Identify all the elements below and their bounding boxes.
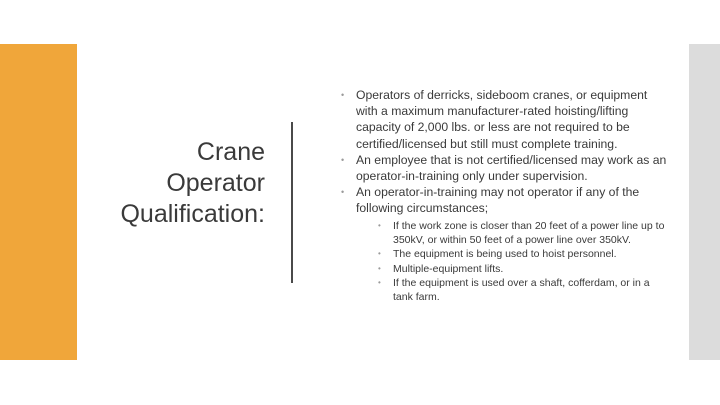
vertical-divider: [291, 122, 293, 283]
title-line: Crane: [196, 138, 265, 166]
sub-bullet-text: If the equipment is used over a shaft, cofferdam, or in a tank farm.: [393, 276, 650, 304]
title-line: Qualification:: [120, 200, 265, 228]
bullet-item: [341, 87, 671, 152]
sub-bullet-item: [378, 262, 671, 276]
sub-bullet-text: If the work zone is closer than 20 feet of a power line up to 350kV, or within 50 feet of a power line over 350kV.: [393, 219, 665, 246]
sub-bullet-text: Multiple-equipment lifts.: [393, 262, 504, 275]
sub-bullet-item: [378, 219, 671, 248]
bullet-icon: •: [378, 277, 381, 287]
title-line: Operator: [166, 169, 265, 197]
bullet-icon: •: [378, 263, 381, 273]
sub-bullet-item: [378, 276, 671, 305]
bullet-content: [341, 87, 671, 304]
bullet-item: [341, 184, 671, 304]
bullet-text: An operator-in-training may not operator if any of the following circumstances;: [356, 185, 640, 216]
bullet-list: [341, 87, 671, 304]
side-strip: [689, 44, 720, 360]
sub-bullet-list: [378, 219, 671, 305]
sub-bullet-text: The equipment is being used to hoist personnel.: [393, 248, 617, 261]
bullet-text: An employee that is not certified/licensed may work as an operator-in-training only under supervision.: [356, 152, 667, 184]
bullet-icon: •: [378, 220, 381, 230]
bullet-icon: •: [378, 249, 381, 259]
slide-title: [45, 137, 265, 230]
bullet-icon: •: [341, 90, 345, 100]
bullet-icon: •: [341, 154, 345, 165]
bullet-icon: •: [341, 187, 345, 198]
sub-bullet-item: [378, 247, 671, 261]
bullet-item: [341, 152, 671, 184]
bullet-text: Operators of derricks, sideboom cranes, or equipment with a maximum manufacturer-rated hoisting/lifting capacity of 2,000 lbs. or less are not required to be certified/licensed but still must complete training.: [356, 88, 648, 151]
